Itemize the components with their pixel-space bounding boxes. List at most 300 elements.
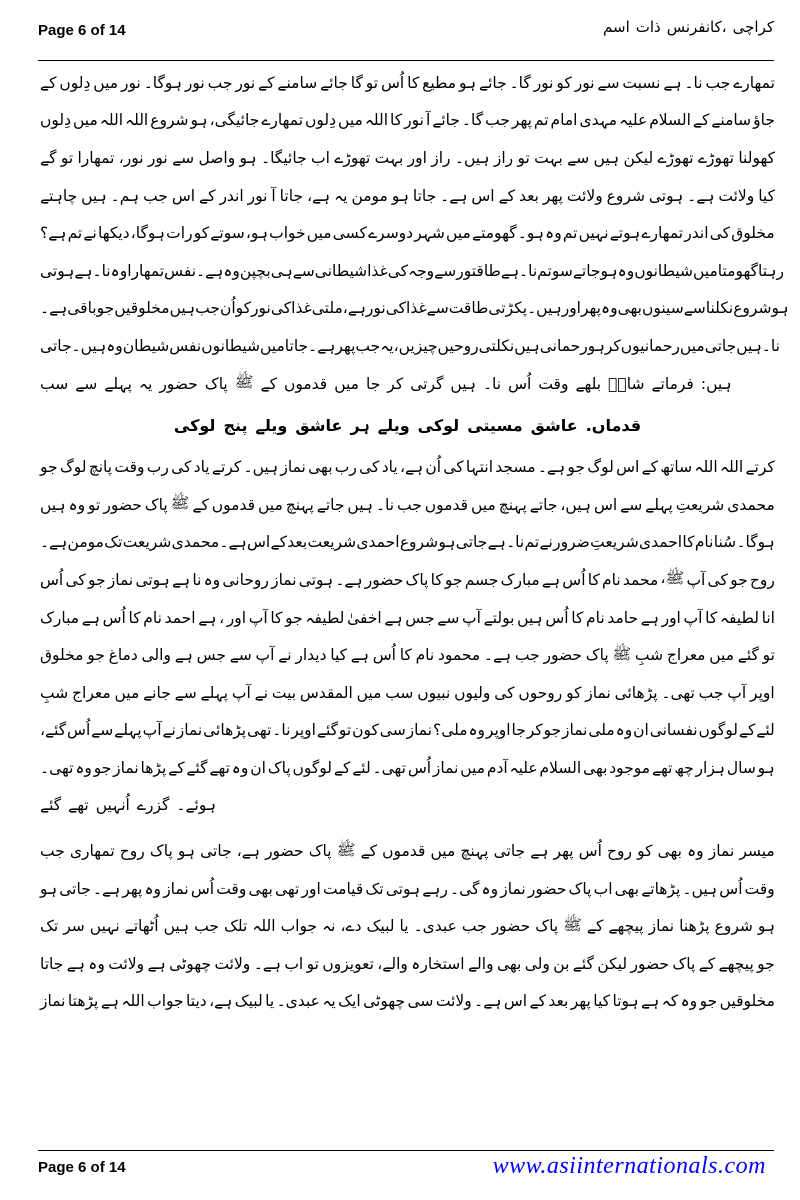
word: کا [571, 608, 584, 627]
word: ہم۔ [110, 186, 140, 205]
word: ملی؟ [432, 721, 468, 740]
word: تم [67, 224, 83, 243]
word: المقدس [299, 683, 353, 702]
word: کرتے [211, 458, 242, 477]
word: بھی [657, 842, 682, 861]
text-line [40, 599, 775, 637]
page-number: Page 6 of 14 [38, 22, 126, 39]
word: جب [40, 842, 65, 861]
word: ہیں۔ [682, 879, 718, 898]
text-line [40, 712, 775, 750]
word: کا [390, 111, 403, 130]
website-link[interactable]: www.asiinternationals.com [492, 1153, 766, 1179]
word: نماز [406, 721, 433, 740]
word: سو [551, 261, 573, 280]
word: روح [119, 842, 145, 861]
text-line [40, 870, 775, 908]
word: نور، [118, 148, 144, 167]
word: حضور [543, 646, 582, 665]
word: ہیں [347, 495, 373, 514]
word: جاتی [59, 879, 91, 898]
word: میں [430, 842, 456, 861]
word: یہ [334, 186, 348, 205]
word: تھی [274, 879, 300, 898]
word: وہ [687, 842, 704, 861]
word: سے [620, 495, 643, 514]
word: ضرور [553, 533, 590, 552]
word: ہے۔ [483, 646, 512, 665]
word: اس [593, 495, 618, 514]
word: ولائت [214, 954, 251, 973]
page-header [38, 14, 774, 61]
text-line [40, 907, 775, 945]
word: پڑھتا [67, 992, 99, 1011]
word: قدماں. [585, 415, 642, 435]
word: کر [526, 721, 543, 740]
word: اس [247, 533, 271, 552]
word: لئے [352, 758, 371, 777]
word: چھوٹی [363, 992, 406, 1011]
document-title [603, 18, 774, 36]
word: اب [311, 148, 330, 167]
word: کون [352, 721, 379, 740]
word: اوپر [291, 721, 316, 740]
word: نماز [176, 721, 203, 740]
word: کا [430, 570, 443, 589]
word: نام [586, 608, 605, 627]
word: جو [699, 992, 718, 1011]
word: ہے [640, 608, 659, 627]
word: پاک [149, 842, 173, 861]
word: حضور [103, 495, 142, 514]
word: باقی [67, 299, 97, 318]
word: نکلنا [705, 299, 734, 318]
word: جاتا [40, 954, 64, 973]
word: سے [75, 374, 98, 393]
word: حضور [527, 879, 567, 898]
text-line [40, 674, 775, 712]
word: آپ [255, 646, 275, 665]
word: شیطانی [314, 261, 368, 280]
word: جو [543, 721, 562, 740]
word: کسی [332, 224, 367, 243]
word: اس [471, 186, 495, 205]
text-line [40, 945, 775, 983]
word: لبیک [366, 917, 395, 936]
word: کے [333, 758, 351, 777]
paragraph-3 [40, 832, 775, 1020]
word: اُس [190, 879, 215, 898]
word: گا۔ [461, 111, 484, 130]
word: لوگ [59, 458, 87, 477]
word: نور [365, 299, 386, 318]
word: بلھے [575, 374, 602, 393]
word: تم [562, 224, 578, 243]
word: پھر [542, 186, 563, 205]
word: جب [207, 73, 233, 92]
word: اب [284, 954, 304, 973]
word: میں [73, 111, 98, 130]
word: راز [431, 148, 451, 167]
word: پہنچ [285, 495, 314, 514]
word: سر [63, 917, 85, 936]
word: نفس [164, 261, 197, 280]
word: ہے۔ [335, 570, 363, 589]
word: پاک [672, 954, 696, 973]
word: یہ [138, 374, 153, 393]
word: موجود [609, 758, 651, 777]
word: نماز [562, 721, 588, 740]
word: تو [365, 73, 379, 92]
word: میسر [739, 842, 775, 861]
word: وہ [545, 224, 562, 243]
word: کے [692, 111, 710, 130]
word: کے [698, 954, 716, 973]
word: تھی [247, 721, 272, 740]
word: سے [597, 73, 620, 92]
word: جاؤ [753, 111, 775, 130]
word: واصل [198, 148, 236, 167]
word: قدموں [211, 495, 256, 514]
word: ، [219, 608, 225, 627]
word: آپ [231, 683, 251, 702]
word: ہیں [450, 374, 476, 393]
word: نام [602, 570, 621, 589]
word: تو [60, 148, 74, 167]
word: خواب [269, 224, 306, 243]
word: جسم [464, 570, 499, 589]
word: تھوڑے [697, 148, 734, 167]
word: سے [229, 646, 252, 665]
word: کھولنا [738, 148, 775, 167]
word: نماز [708, 842, 735, 861]
text-line [40, 177, 775, 215]
word: سے [91, 721, 114, 740]
word: شریعت [307, 533, 357, 552]
word: وقت [744, 879, 775, 898]
word: غذا [291, 299, 312, 318]
word: نہیں [578, 224, 609, 243]
word: لوکی [173, 415, 216, 435]
word: حضور [630, 954, 669, 973]
word: کو [566, 683, 582, 702]
word: نے [254, 683, 269, 702]
word: طاقتور [456, 261, 501, 280]
word: ﷺ [563, 915, 582, 934]
word: ہیں [517, 608, 543, 627]
word: ہے۔ [219, 533, 247, 552]
word: اور [407, 148, 427, 167]
word: کراچی [732, 18, 774, 36]
word: جائیگی، [209, 111, 260, 130]
word: استخارہ [411, 954, 465, 973]
word: ہوتا [612, 992, 639, 1011]
word: تم [533, 111, 549, 130]
word: نور [404, 111, 424, 130]
word: جاتا [279, 186, 304, 205]
word: ذات [635, 18, 661, 36]
word: کرتے [745, 458, 775, 477]
word: نسبت [622, 73, 661, 92]
word: پکڑتی [488, 299, 528, 318]
word: کی [359, 458, 380, 477]
text-line [40, 64, 775, 102]
word: بیت [271, 683, 297, 702]
word: ہے۔ [196, 261, 224, 280]
word: تھی۔ [372, 758, 406, 777]
word: کو [556, 73, 572, 92]
word: کی [707, 570, 728, 589]
word: پاک [267, 758, 291, 777]
word: کی [65, 570, 86, 589]
word: نور [251, 299, 271, 318]
word: گے [40, 148, 57, 167]
word: پڑھنا [679, 917, 710, 936]
word: نکلتی [478, 336, 515, 355]
word: تمھارے [641, 224, 684, 243]
word: نہیں [89, 917, 120, 936]
text-line [40, 983, 775, 1021]
word: جاتی [455, 533, 488, 552]
word: آپ [462, 608, 481, 627]
word: ویلے [255, 415, 288, 435]
word: کے [199, 186, 216, 205]
word: وہ [468, 721, 486, 740]
word: میں [306, 224, 332, 243]
word: تمھارے [261, 111, 304, 130]
text-line [40, 787, 775, 825]
word: ان [250, 758, 266, 777]
word: جو [285, 608, 303, 627]
word: شریعتِ [675, 495, 725, 514]
word: ہوتے [609, 224, 641, 243]
word: مبارک [500, 570, 540, 589]
word: بعد [287, 533, 308, 552]
word: پھر [335, 336, 356, 355]
word: وقت [216, 879, 247, 898]
word: ہو [391, 186, 409, 205]
word: ہے، [209, 992, 233, 1011]
word: پنج [223, 415, 248, 435]
word: ہو [239, 148, 257, 167]
word: پہنچ [498, 495, 527, 514]
word: کے [641, 458, 659, 477]
word: نور [247, 186, 268, 205]
word: نا۔ [375, 495, 395, 514]
word: ان [633, 721, 649, 740]
word: نور [533, 73, 554, 92]
word: سال [726, 758, 756, 777]
word: ہو [600, 261, 618, 280]
word: تھے [68, 796, 89, 815]
text-line [40, 214, 775, 252]
word: دوسرے [368, 224, 414, 243]
word: میں [260, 336, 285, 355]
word: حضور [265, 842, 304, 861]
word: سُنا [713, 533, 737, 552]
word: پہلے [645, 495, 673, 514]
word: علیہ [619, 111, 648, 130]
word: جا [365, 374, 381, 393]
word: ولائت [108, 954, 145, 973]
word: اس [171, 186, 196, 205]
word: تھوڑے [657, 148, 694, 167]
word: جاتی [40, 336, 72, 355]
word: لوکی [417, 415, 460, 435]
word: جب [397, 495, 422, 514]
word: کو [637, 842, 653, 861]
word: کے [40, 73, 57, 92]
word: شروع [606, 186, 645, 205]
word: ولائت [435, 992, 472, 1011]
word: مومن [67, 533, 104, 552]
word: اس [616, 458, 640, 477]
word: ہوتی [40, 261, 75, 280]
word: مومن [351, 186, 388, 205]
word: لیکن [623, 148, 654, 167]
word: اخفیٰ [347, 608, 382, 627]
word: اُس [102, 608, 126, 627]
word: شروع [399, 533, 439, 552]
word: ہے، [342, 299, 366, 318]
word: تم [537, 261, 552, 280]
word: یہ [322, 992, 336, 1011]
word: کے [360, 842, 378, 861]
word: شروع [150, 111, 189, 130]
word: میں [114, 683, 140, 702]
word: قدموں [382, 842, 426, 861]
word: انا [761, 608, 775, 627]
word: حضور [159, 374, 198, 393]
word: ہیں۔ [71, 336, 107, 355]
word: جو [87, 570, 106, 589]
word: جس [405, 608, 435, 627]
word: شاہؒ [608, 374, 645, 393]
word: امام [550, 111, 578, 130]
word: کی [494, 683, 515, 702]
word: کے [168, 758, 185, 777]
word: اللہ [125, 111, 149, 130]
word: جب [514, 646, 540, 665]
word: اب [593, 879, 613, 898]
word: اللہ [719, 458, 744, 477]
word: پھر [570, 992, 591, 1011]
word: نام [143, 608, 162, 627]
word: ہے [198, 608, 217, 627]
word: ہیں [81, 186, 107, 205]
word: کی [385, 299, 407, 318]
word: نا۔ [684, 73, 703, 92]
word: گئے [316, 721, 338, 740]
word: میں [709, 646, 735, 665]
word: جاتا [284, 336, 309, 355]
word: گا۔ [509, 73, 531, 92]
word: فرماتے [651, 374, 694, 393]
word: وہ [203, 570, 221, 589]
word: دیتا [186, 992, 207, 1011]
word: حضور [491, 917, 531, 936]
word: نماز [432, 758, 459, 777]
word: نماز [163, 879, 189, 898]
word: وجہ [408, 261, 435, 280]
word: رب [146, 458, 169, 477]
word: ایک [338, 992, 361, 1011]
word: ہوتی [648, 186, 684, 205]
word: ہیں: [700, 374, 732, 393]
word: نور [120, 73, 141, 92]
word: وقت [114, 458, 145, 477]
word: نماز [113, 758, 139, 777]
word: پہنچ [460, 842, 489, 861]
word: تو [88, 495, 101, 514]
word: تو [306, 954, 319, 973]
word: آپ [727, 683, 747, 702]
word: گی۔ [450, 879, 480, 898]
word: اور [226, 608, 247, 627]
word: نماز [107, 570, 134, 589]
paragraph-1 [40, 64, 789, 402]
word: بن [553, 954, 570, 973]
word: تمھارا [77, 148, 115, 167]
word: نماز [500, 879, 526, 898]
word: ملتی [311, 299, 343, 318]
word: نماز [271, 570, 297, 589]
word: مخلوق [731, 224, 775, 243]
word: مسجد [495, 458, 536, 477]
word: لیکن [597, 954, 628, 973]
word: جو [757, 954, 775, 973]
word: کا [587, 570, 600, 589]
word: کا [407, 73, 420, 92]
word: مسیتی [467, 415, 523, 435]
word: قدموں [283, 374, 328, 393]
word: چھ [674, 758, 694, 777]
word: ہوگا۔ [143, 73, 182, 92]
word: جاتا [412, 186, 437, 205]
word: ہیں [163, 917, 190, 936]
word: اس [503, 992, 528, 1011]
word: روح [607, 842, 632, 861]
word: نے [162, 721, 176, 740]
word: یاد [381, 458, 398, 477]
word: شہر [414, 224, 445, 243]
word: راز [493, 148, 514, 167]
word: اوپر [485, 721, 511, 740]
word: میں [257, 495, 283, 514]
text-line [40, 448, 775, 486]
word: نا۔ [519, 261, 538, 280]
word: جانے [143, 683, 171, 702]
word: کا [399, 646, 412, 665]
word: ﷺ، [660, 569, 685, 588]
word: پیچھے [608, 917, 644, 936]
word: محمدی [727, 495, 775, 514]
word: تو [338, 721, 352, 740]
word: قدموں [424, 495, 469, 514]
word: ہیں۔ [454, 148, 490, 167]
word: نفسانی [649, 721, 698, 740]
word: کی [171, 458, 192, 477]
word: رہتا [758, 261, 784, 280]
word: بولتے [483, 608, 515, 627]
word: لوگوں [698, 721, 739, 740]
word: کانفرنس، [666, 18, 727, 36]
word: مخلوقیں [719, 992, 775, 1011]
word: دیدار [295, 646, 327, 665]
word: نور [574, 73, 595, 92]
word: ہے۔ [40, 299, 68, 318]
word: وہ [144, 879, 162, 898]
